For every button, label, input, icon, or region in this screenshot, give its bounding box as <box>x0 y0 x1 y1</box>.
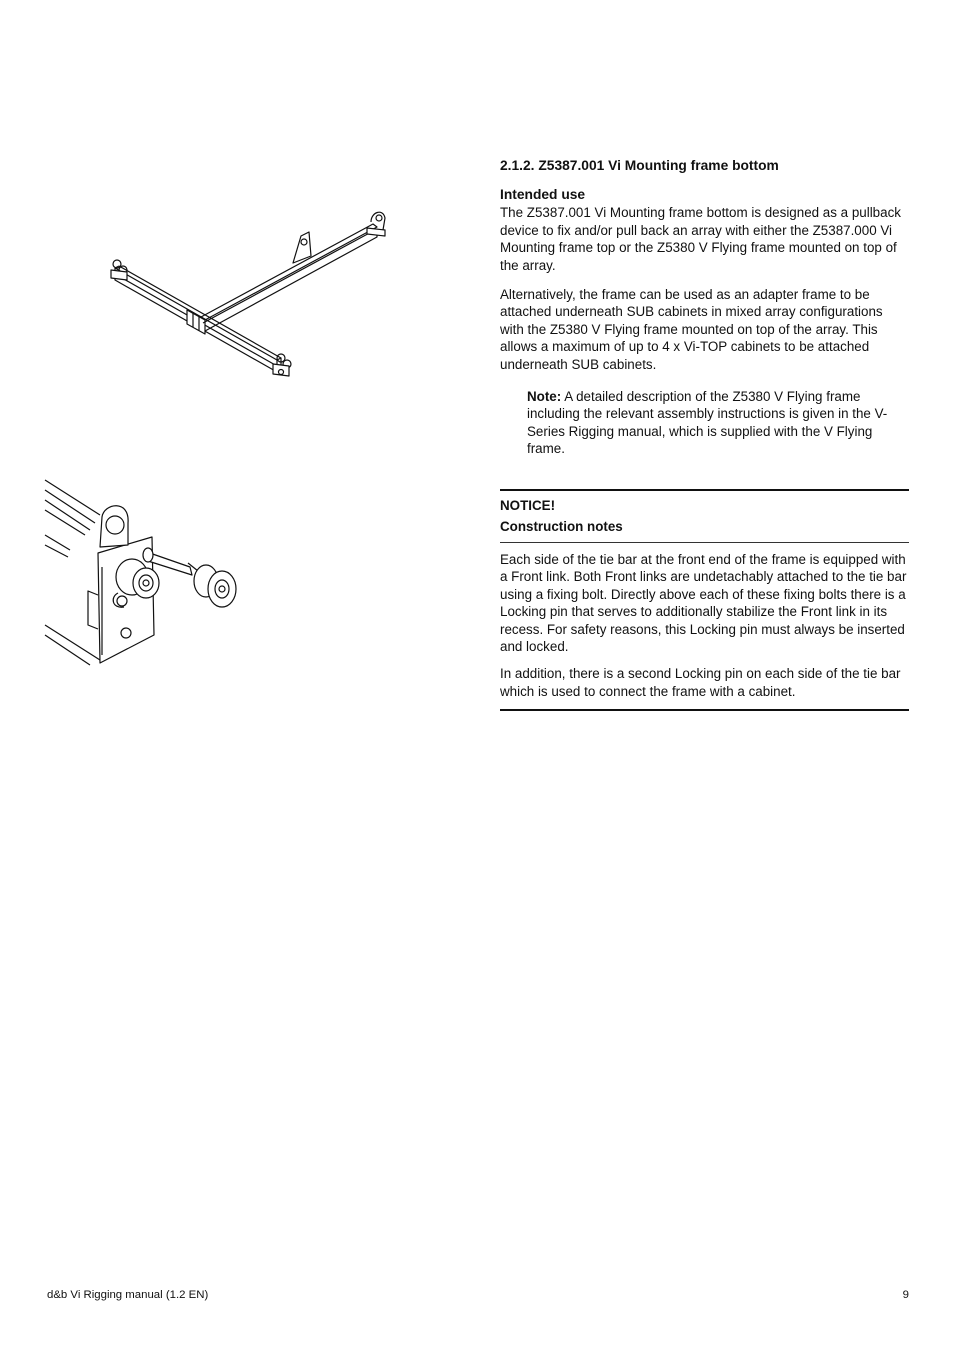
footer-manual-title: d&b Vi Rigging manual (1.2 EN) <box>47 1289 209 1301</box>
notice-paragraph-2: In addition, there is a second Locking pin on each side of the tie bar which is used to connect the frame with a cabinet. <box>500 666 901 699</box>
notice-paragraph-1: Each side of the tie bar at the front end of the frame is equipped with a Front link. Both Front links are undetachably attached to the tie bar using a fixing bolt. Directly above each of these fixing bolts there is a Locking pin that serves to additionally stabilize the Front link in its recess. For safety reasons, this Locking pin must always be inserted and locked. <box>500 552 907 655</box>
intended-use-heading: Intended use <box>500 187 586 202</box>
mounting-frame-illustration <box>105 200 405 400</box>
notice-label: NOTICE! <box>500 498 556 513</box>
notice-title: Construction notes <box>500 519 623 534</box>
note-text: A detailed description of the Z5380 V Flying frame including the relevant assembly instructions is given in the V-Series Rigging manual, which is supplied with the V Flying frame. <box>527 389 888 457</box>
notice-divider <box>500 542 909 543</box>
page-number: 9 <box>902 1289 909 1301</box>
intended-use-section <box>500 186 908 373</box>
notice-body <box>500 551 908 700</box>
intended-use-paragraph-2: Alternatively, the frame can be used as an adapter frame to be attached underneath SUB cabinets in mixed array configurations with the Z5380 V Flying frame mounted on top of the array. This allows a maximum of up to 4 x Vi-TOP cabinets to be attached underneath SUB cabinets. <box>500 287 883 372</box>
notice-bottom-rule <box>500 709 909 711</box>
note-box <box>527 388 897 458</box>
section-title: 2.1.2. Z5387.001 Vi Mounting frame bottom <box>500 158 779 173</box>
notice-top-rule <box>500 489 909 491</box>
intended-use-paragraph-1: The Z5387.001 Vi Mounting frame bottom is designed as a pullback device to fix and/or pull back an array with either the Z5387.000 Vi Mounting frame top or the Z5380 V Flying frame mounted on top of the array. <box>500 205 901 273</box>
front-link-locking-pin-detail <box>40 475 250 670</box>
note-label: Note: <box>527 389 562 404</box>
